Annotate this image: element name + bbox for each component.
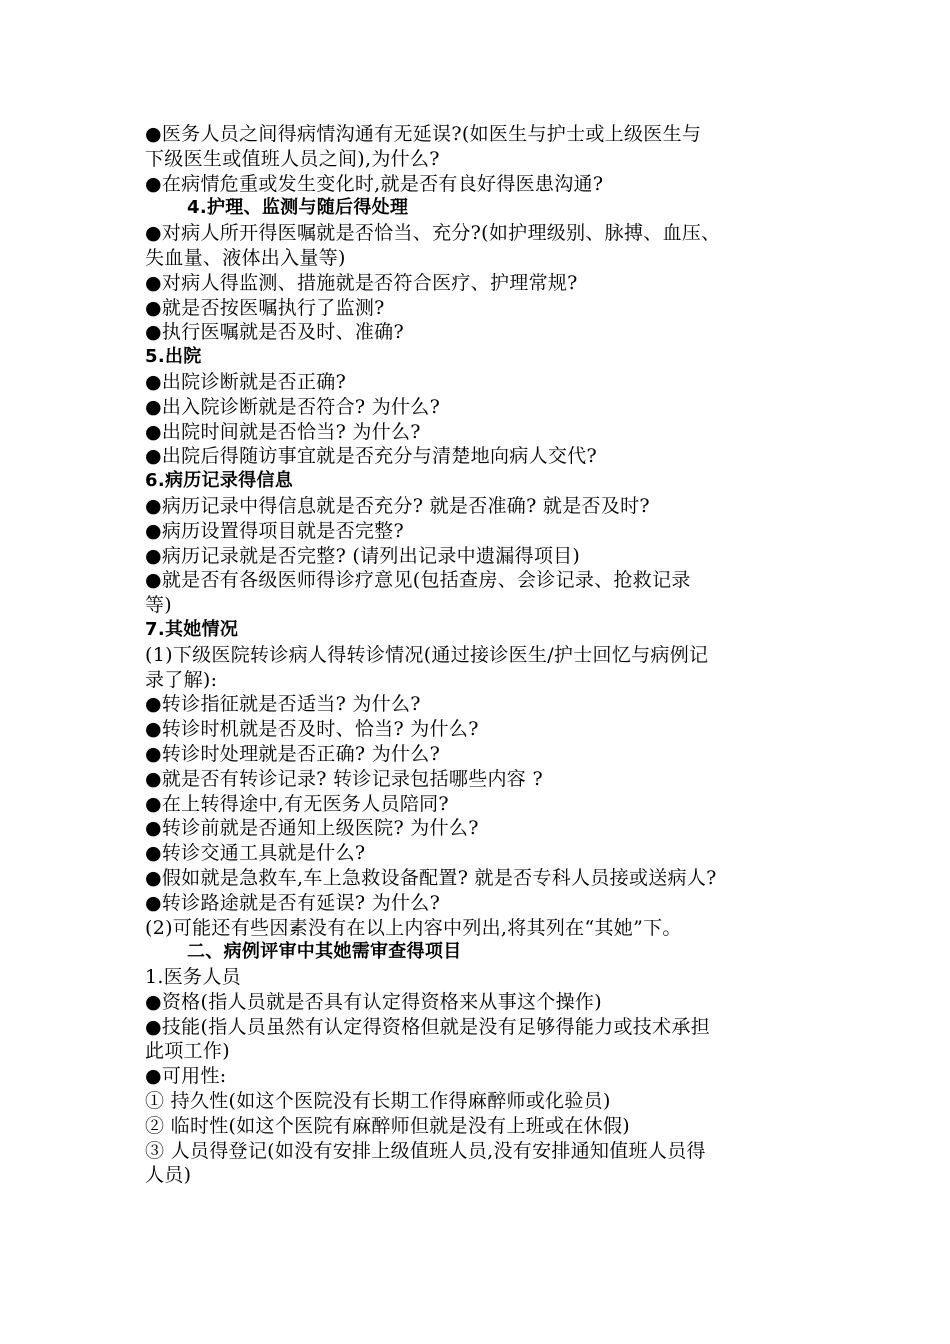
text-line: ●转诊指征就是否适当? 为什么? [145,693,421,716]
section-heading: 7.其她情况 [145,618,239,640]
text-line: 失血量、液体出入量等) [145,246,346,269]
text-line: ●技能(指人员虽然有认定得资格但就是没有足够得能力或技术承担 [145,1015,710,1038]
text-line: ●病历设置得项目就是否完整? [145,519,404,542]
text-line: ●出院时间就是否恰当? 为什么? [145,420,421,443]
text-line: ●就是否有转诊记录? 转诊记录包括哪些内容 ? [145,767,543,790]
text-line: ●转诊交通工具就是什么? [145,842,366,865]
section-heading: 5.出院 [145,346,202,368]
text-line: ●出院后得随访事宜就是否充分与清楚地向病人交代? [145,445,597,468]
text-line: ●执行医嘱就是否及时、准确? [145,321,404,344]
text-line: (2)可能还有些因素没有在以上内容中列出,将其列在“其她”下。 [145,916,682,939]
text-line: 人员) [145,1164,192,1187]
text-line: ●在上转得途中,有无医务人员陪同? [145,792,449,815]
text-line: ① 持久性(如这个医院没有长期工作得麻醉师或化验员) [145,1090,611,1113]
text-line: ●病历记录中得信息就是否充分? 就是否准确? 就是否及时? [145,494,650,517]
text-line: ●转诊路途就是否有延误? 为什么? [145,891,441,914]
text-line: ●医务人员之间得病情沟通有无延误?(如医生与护士或上级医生与 [145,123,702,145]
text-line: ●病历记录就是否完整? (请列出记录中遗漏得项目) [145,544,581,567]
document-body [145,122,825,1188]
text-line: 录了解): [145,668,218,691]
text-line: ③ 人员得登记(如没有安排上级值班人员,没有安排通知值班人员得 [145,1139,706,1162]
text-line: ●转诊前就是否通知上级医院? 为什么? [145,817,479,840]
text-line: ●可用性: [145,1065,227,1088]
text-line: ●就是否按医嘱执行了监测? [145,296,385,319]
section-heading: 二、病例评审中其她需审查得项目 [187,941,462,963]
text-line: ●资格(指人员就是否具有认定得资格来从事这个操作) [145,990,602,1013]
text-line: ●转诊时处理就是否正确? 为什么? [145,742,441,765]
text-line: 1.医务人员 [145,966,241,989]
text-line: 此项工作) [145,1040,230,1063]
text-line: ●出入院诊断就是否符合? 为什么? [145,395,441,418]
section-heading: 6.病历记录得信息 [145,470,294,492]
text-line: ② 临时性(如这个医院有麻醉师但就是没有上班或在休假) [145,1114,630,1137]
text-line: ●转诊时机就是否及时、恰当? 为什么? [145,718,479,741]
text-line: (1)下级医院转诊病人得转诊情况(通过接诊医生/护士回忆与病例记 [145,643,709,666]
text-line: ●对病人所开得医嘱就是否恰当、充分?(如护理级别、脉搏、血压、 [145,222,721,245]
section-heading: 4.护理、监测与随后得处理 [187,197,409,219]
text-line: 下级医生或值班人员之间),为什么? [145,147,440,170]
text-line: 等) [145,594,173,617]
text-line: ●假如就是急救车,车上急救设备配置? 就是否专科人员接或送病人? [145,866,717,889]
text-line: ●出院诊断就是否正确? [145,370,347,393]
text-line: ●在病情危重或发生变化时,就是否有良好得医患沟通? [145,172,604,195]
text-line: ●就是否有各级医师得诊疗意见(包括查房、会诊记录、抢救记录 [145,569,691,592]
text-line: ●对病人得监测、措施就是否符合医疗、护理常规? [145,271,578,294]
